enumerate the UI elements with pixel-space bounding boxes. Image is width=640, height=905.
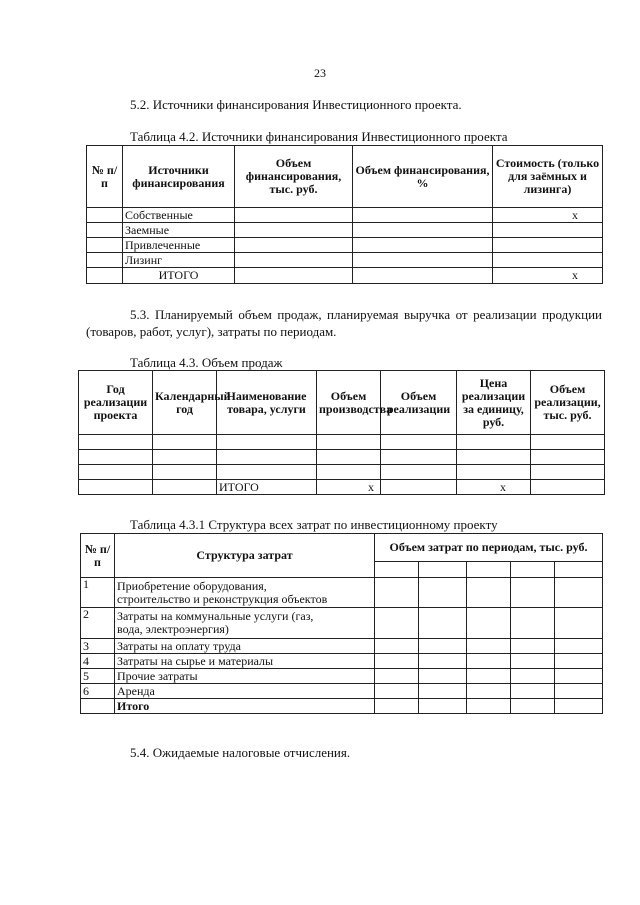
header-volume-pct: Объем финансирования, % — [353, 146, 493, 208]
table-4-3 — [78, 370, 605, 495]
table-row — [79, 465, 605, 480]
source-borrowed: Заемные — [123, 223, 235, 238]
total-label: Итого — [115, 699, 375, 714]
table-row — [81, 639, 603, 654]
section-5-4-heading: 5.4. Ожидаемые налоговые отчисления. — [130, 745, 351, 760]
table-row-total — [87, 268, 603, 284]
table-row — [81, 654, 603, 669]
total-label: ИТОГО — [123, 268, 235, 284]
total-cost-cell: х — [493, 268, 603, 284]
header-structure: Структура затрат — [115, 534, 375, 578]
x-mark-production: х — [317, 480, 381, 495]
table-4-3-1 — [80, 533, 603, 714]
table-row — [81, 608, 603, 639]
header-sales-volume: Объем реализации — [381, 371, 457, 435]
row-label-line2: вода, электроэнергия) — [117, 622, 229, 636]
total-label: ИТОГО — [217, 480, 317, 495]
table-row — [81, 684, 603, 699]
header-periods: Объем затрат по периодам, тыс. руб. — [375, 534, 603, 562]
table-row — [79, 450, 605, 465]
row-num: 1 — [81, 578, 115, 608]
source-attracted: Привлеченные — [123, 238, 235, 253]
row-label: Прочие затраты — [115, 669, 375, 684]
header-calendar-year: Календарный год — [153, 371, 217, 435]
header-product-name: Наименование товара, услуги — [217, 371, 317, 435]
table-row — [87, 238, 603, 253]
x-mark-price: х — [457, 480, 531, 495]
header-num: № п/п — [87, 146, 123, 208]
table-row-total — [79, 480, 605, 495]
table-4-3-1-caption: Таблица 4.3.1 Структура всех затрат по инвестиционному проекту — [130, 517, 498, 532]
header-num: № п/п — [81, 534, 115, 578]
row-label: Затраты на сырье и материалы — [115, 654, 375, 669]
row-label: Аренда — [115, 684, 375, 699]
header-production-volume: Объем производства — [317, 371, 381, 435]
table-row — [81, 669, 603, 684]
table-row — [87, 223, 603, 238]
row-num: 3 — [81, 639, 115, 654]
row-label-line2: строительство и реконструкция объектов — [117, 591, 328, 606]
table-4-2 — [86, 145, 603, 284]
source-own: Собственные — [123, 208, 235, 223]
table-row — [81, 578, 603, 608]
table-row — [87, 208, 603, 223]
table-4-2-caption: Таблица 4.2. Источники финансирования Инвестиционного проекта — [130, 129, 508, 144]
cost-cell: х — [493, 208, 603, 223]
row-num: 6 — [81, 684, 115, 699]
header-sources: Источники финансирования — [123, 146, 235, 208]
section-5-2-heading: 5.2. Источники финансирования Инвестиционного проекта. — [130, 97, 462, 112]
page-number: 23 — [314, 66, 326, 80]
row-num: 4 — [81, 654, 115, 669]
table-row — [87, 253, 603, 268]
table-4-3-caption: Таблица 4.3. Объем продаж — [130, 355, 283, 370]
header-unit-price: Цена реализации за единицу, руб. — [457, 371, 531, 435]
section-5-3-text: 5.3. Планируемый объем продаж, планируемая выручка от реализации продукции (товаров, работ, услуг), затраты по периодам. — [86, 307, 602, 339]
source-leasing: Лизинг — [123, 253, 235, 268]
row-num: 5 — [81, 669, 115, 684]
header-sales-value: Объем реализации, тыс. руб. — [531, 371, 605, 435]
row-label-line1: Приобретение оборудования, — [117, 578, 267, 593]
table-row — [79, 435, 605, 450]
header-cost: Стоимость (только для заёмных и лизинга) — [493, 146, 603, 208]
row-label-line1: Затраты на коммунальные услуги (газ, — [117, 609, 314, 623]
header-year: Год реализации проекта — [79, 371, 153, 435]
row-num: 2 — [81, 608, 115, 639]
table-row-total — [81, 699, 603, 714]
row-label: Затраты на оплату труда — [115, 639, 375, 654]
header-volume-rub: Объем финансирования, тыс. руб. — [235, 146, 353, 208]
